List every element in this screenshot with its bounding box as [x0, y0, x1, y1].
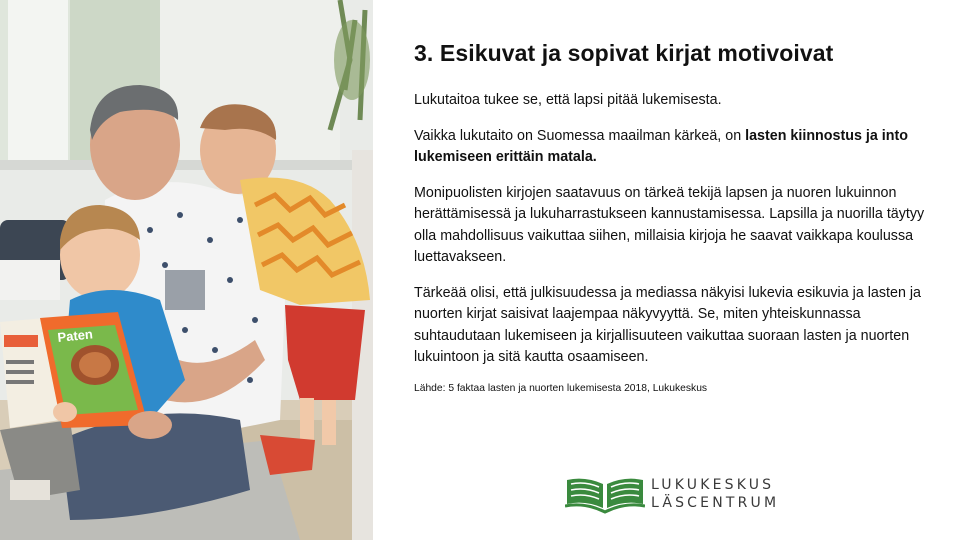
lukukeskus-logo	[565, 472, 785, 518]
paragraph-4: Tärkeää olisi, että julkisuudessa ja mediassa näkyisi lukevia esikuvia ja lasten ja nuorten kirjat saisivat laajempaa näkyvyyttä. Se, miten yhteiskunnassa suhtaudutaan lukemiseen ja kirjallisuuteen vaikuttaa suoraan lasten ja nuorten lukuintoon ja sitä kautta osaamiseen.	[414, 284, 921, 365]
paragraph-2-emphasis: lasten kiinnostus ja into lukemiseen erittäin matala.	[414, 127, 908, 165]
photo-illustration	[0, 0, 373, 540]
logo-line-2: LÄSCENTRUM	[651, 495, 780, 511]
paragraph-2	[414, 126, 934, 169]
source-citation: Lähde: 5 faktaa lasten ja nuorten lukemisesta 2018, Lukukeskus	[414, 382, 708, 394]
paragraph-3: Monipuolisten kirjojen saatavuus on tärkeä tekijä lapsen ja nuoren lukuinnon herättämisessä ja lukuharrastukseen kannustamisessa. Lapsilla ja nuorilla täytyy olla mahdollisuus vaikuttaa siihen, millaisia kirjoja he saavat vaikkapa koulussa luettavakseen.	[414, 184, 925, 265]
book-cover-title: Paten	[56, 326, 94, 345]
logo-wordmark	[651, 476, 779, 512]
slide-title: 3. Esikuvat ja sopivat kirjat motivoivat	[414, 40, 834, 66]
open-book-icon	[565, 472, 645, 514]
paragraph-2-text: Vaikka lukutaito on Suomessa maailman kärkeä, on	[414, 127, 746, 144]
slide-content	[414, 40, 934, 394]
paragraph-1: Lukutaitoa tukee se, että lapsi pitää lukemisesta.	[414, 92, 722, 108]
photo-father-reading-with-children	[0, 0, 373, 540]
logo-line-1: LUKUKESKUS	[651, 477, 775, 493]
